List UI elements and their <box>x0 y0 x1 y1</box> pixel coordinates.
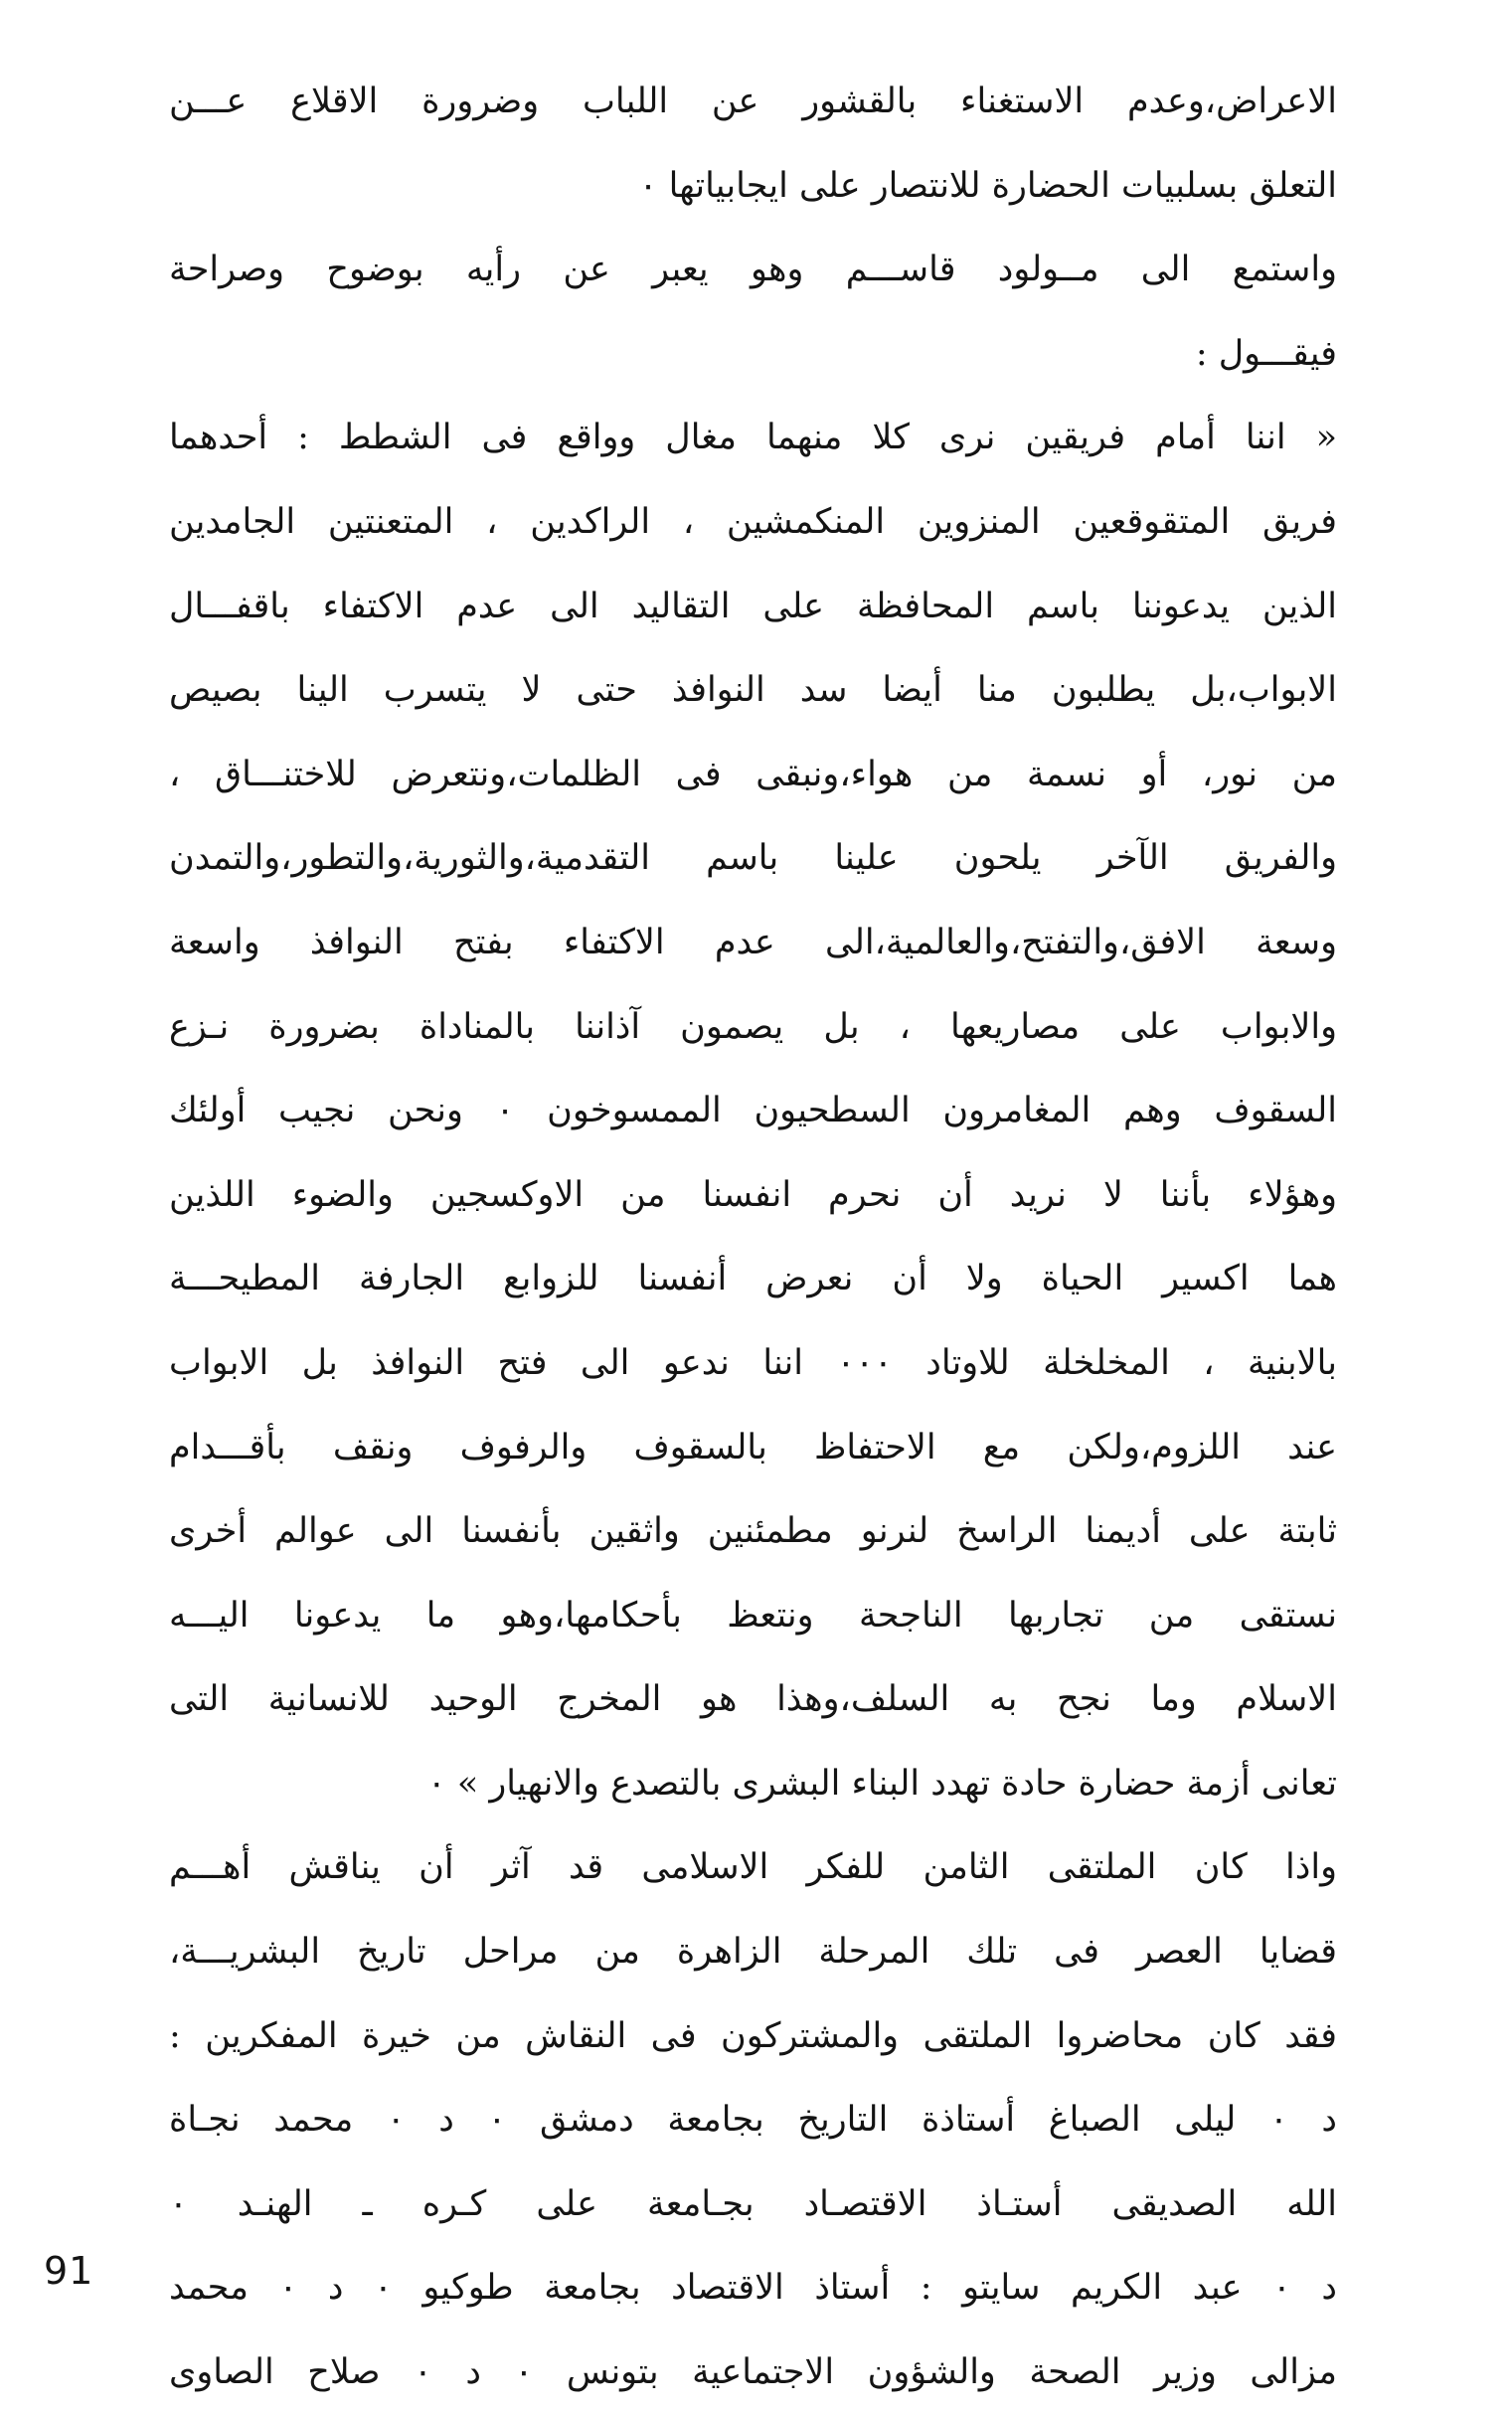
text-line: التعلق بسلبيات الحضارة للانتصار على ايجابياتها ٠ <box>638 165 1337 206</box>
quote-line: نستقى من تجاربها الناجحة ونتعظ بأحكامها،وهو ما يدعونا اليـــه <box>169 1595 1337 1636</box>
quote-line: والفريق الآخر يلحون علينا باسم التقدمية،والثورية،والتطور،والتمدن <box>169 838 1337 879</box>
page-number: 91 <box>44 2249 94 2293</box>
quote-line: الابواب،بل يطلبون منا أيضا سد النوافذ حتى لا يتسرب الينا بصيص <box>169 670 1337 711</box>
text-line: د ٠ ليلى الصباغ أستاذة التاريخ بجامعة دمشق ٠ د ٠ محمد نجـاة <box>169 2100 1337 2141</box>
text-line: قضايا العصر فى تلك المرحلة الزاهرة من مراحل تاريخ البشريـــة، <box>169 1932 1337 1973</box>
quote-line: وهؤلاء بأننا لا نريد أن نحرم انفسنا من الاوكسجين والضوء اللذين <box>169 1174 1337 1215</box>
text-line: الاعراض،وعدم الاستغناء بالقشور عن اللباب وضرورة الاقلاع عـــن <box>169 82 1337 121</box>
quote-line: الذين يدعوننا باسم المحافظة على التقاليد الى عدم الاكتفاء باقفـــال <box>169 586 1337 626</box>
body-text <box>169 60 1337 2415</box>
text-line: مزالى وزير الصحة والشؤون الاجتماعية بتونس ٠ د ٠ صلاح الصاوى <box>169 2352 1337 2393</box>
text-line: واستمع الى مــولود قاســـم وهو يعبر عن رأيه بوضوح وصراحة <box>169 250 1337 290</box>
quote-line: الاسلام وما نجح به السلف،وهذا هو المخرج الوحيد للانسانية التى <box>169 1679 1337 1720</box>
quote-line: عند اللزوم،ولكن مع الاحتفاظ بالسقوف والرفوف ونقف بأقـــدام <box>169 1427 1337 1467</box>
text-line: فقد كان محاضروا الملتقى والمشتركون فى النقاش من خيرة المفكرين : <box>169 2015 1337 2056</box>
quote-line: من نور، أو نسمة من هواء،ونبقى فى الظلمات،ونتعرض للاختنـــاق ، <box>169 754 1337 794</box>
quote-line: هما اكسير الحياة ولا أن نعرض أنفسنا للزوابع الجارفة المطيحـــة <box>169 1259 1337 1299</box>
quote-line: « اننا أمام فريقين نرى كلا منهما مغال وواقع فى الشطط : أحدهما <box>169 418 1337 458</box>
text-line: فيقـــول : <box>1195 333 1337 374</box>
text-line: د ٠ عبد الكريم سايتو : أستاذ الاقتصاد بجامعة طوكيو ٠ د ٠ محمد <box>169 2268 1337 2309</box>
text-line: الله الصديقى أستـاذ الاقتصـاد بجـامعة على كـره ـ الهنـد ٠ <box>169 2183 1337 2224</box>
quote-line: تعانى أزمة حضارة حادة تهدد البناء البشرى بالتصدع والانهيار » ٠ <box>426 1763 1337 1804</box>
quote-line: ثابتة على أديمنا الراسخ لنرنو مطمئنين واثقين بأنفسنا الى عوالم أخرى <box>169 1511 1337 1552</box>
quote-line: فريق المتقوقعين المنزوين المنكمشين ، الراكدين ، المتعنتين الجامدين <box>169 501 1337 542</box>
quote-line: السقوف وهم المغامرون السطحيون الممسوخون ٠ ونحن نجيب أولئك <box>169 1091 1337 1131</box>
text-line: واذا كان الملتقى الثامن للفكر الاسلامى قد آثر أن يناقش أهـــم <box>169 1847 1337 1888</box>
quote-line: وسعة الافق،والتفتح،والعالمية،الى عدم الاكتفاء بفتح النوافذ واسعة <box>169 922 1337 962</box>
quote-line: والابواب على مصاريعها ، بل يصمون آذاننا بالمناداة بضرورة نـزع <box>169 1006 1337 1047</box>
quote-line: بالابنية ، المخلخلة للاوتاد ٠٠٠ اننا ندعو الى فتح النوافذ بل الابواب <box>169 1342 1337 1383</box>
